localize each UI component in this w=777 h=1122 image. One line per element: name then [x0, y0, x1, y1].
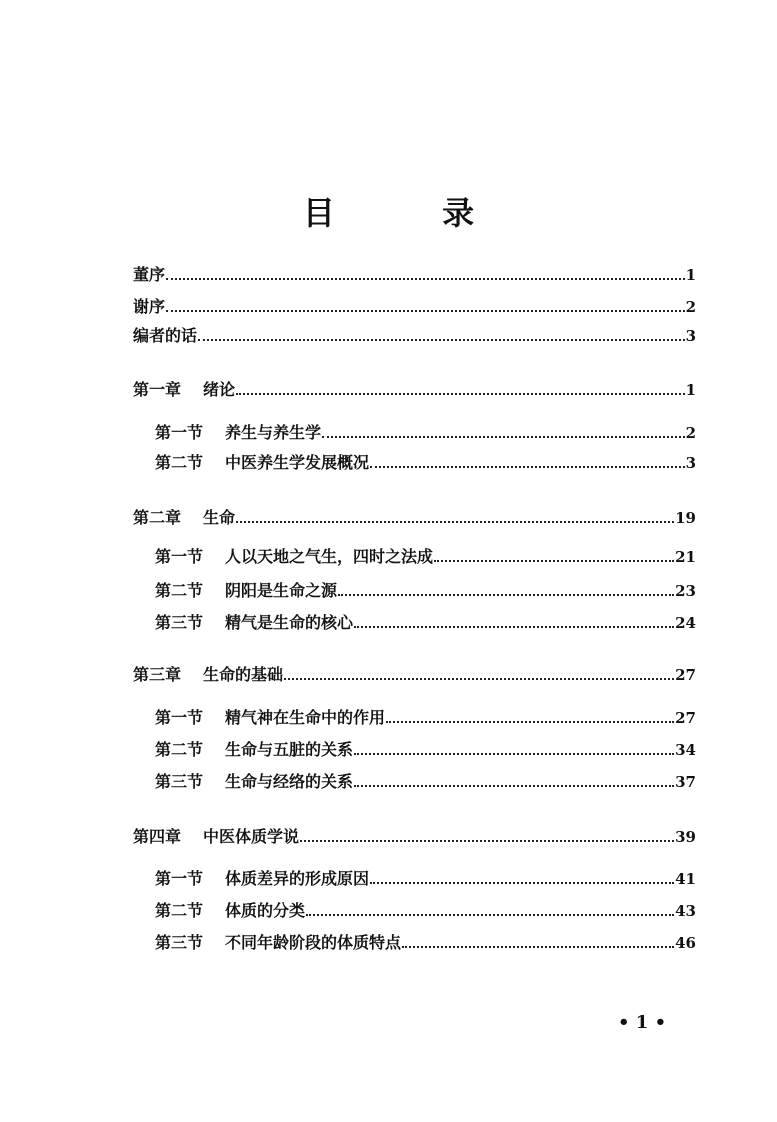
section-title: 生命与经络的关系: [225, 772, 354, 791]
page-number-footer: • 1 •: [618, 1012, 667, 1033]
chapter-entry[interactable]: [133, 507, 696, 529]
section-number: 第二节: [155, 740, 204, 759]
chapter-entry[interactable]: [133, 379, 696, 401]
page-number: 21: [675, 548, 696, 566]
section-title: 体质差异的形成原因: [225, 869, 370, 888]
page-number: 2: [685, 298, 696, 316]
section-title: 精气神在生命中的作用: [225, 708, 386, 727]
section-title: 体质的分类: [225, 901, 306, 920]
dot-leader: [284, 678, 674, 680]
section-entry[interactable]: [155, 868, 696, 890]
page-number: 41: [675, 870, 696, 888]
page-number: 3: [685, 454, 696, 472]
section-entry[interactable]: [155, 546, 696, 568]
dot-leader: [434, 560, 674, 562]
page-number: 27: [675, 709, 696, 727]
entry-label: [155, 771, 353, 793]
entry-label: [155, 422, 321, 444]
page-number: 39: [675, 828, 696, 846]
dot-leader: [386, 721, 674, 723]
front-matter-entry[interactable]: [133, 325, 696, 347]
chapter-title: 生命: [203, 508, 236, 527]
page-number: 46: [675, 934, 696, 952]
chapter-title: 中医体质学说: [203, 827, 300, 846]
dot-leader: [306, 914, 674, 916]
dot-leader: [198, 339, 685, 341]
section-entry[interactable]: [155, 707, 696, 729]
section-entry[interactable]: [155, 932, 696, 954]
entry-label: [155, 707, 385, 729]
section-number: 第三节: [155, 772, 204, 791]
section-entry[interactable]: [155, 739, 696, 761]
section-number: 第三节: [155, 613, 204, 632]
page-number: 2: [685, 424, 696, 442]
chapter-title: 生命的基础: [203, 665, 284, 684]
dot-leader: [354, 753, 674, 755]
entry-label: [133, 507, 235, 529]
dot-leader: [236, 393, 685, 395]
entry-label: [155, 612, 353, 634]
section-title: 人以天地之气生，四时之法成: [225, 547, 434, 566]
section-entry[interactable]: [155, 580, 696, 602]
entry-title: 编者的话: [133, 326, 198, 345]
dot-leader: [166, 278, 685, 280]
page-number: 34: [675, 741, 696, 759]
entry-label: [133, 296, 165, 318]
entry-label: [155, 739, 353, 761]
entry-label: [155, 932, 401, 954]
entry-label: [133, 664, 283, 686]
entry-label: [155, 868, 369, 890]
chapter-number: 第四章: [133, 827, 182, 846]
page-number: 43: [675, 902, 696, 920]
section-number: 第一节: [155, 423, 204, 442]
entry-label: [155, 580, 337, 602]
dot-leader: [402, 946, 674, 948]
page-number: 3: [685, 327, 696, 345]
section-title: 中医养生学发展概况: [225, 453, 370, 472]
chapter-number: 第一章: [133, 380, 182, 399]
section-number: 第二节: [155, 453, 204, 472]
entry-label: [133, 264, 165, 286]
dot-leader: [370, 882, 674, 884]
entry-title: 董序: [133, 265, 166, 284]
entry-label: [155, 546, 433, 568]
page-number: 37: [675, 773, 696, 791]
section-title: 精气是生命的核心: [225, 613, 354, 632]
entry-label: [155, 452, 369, 474]
page-title: 目 录: [302, 194, 523, 232]
section-number: 第三节: [155, 933, 204, 952]
page-number: 1: [685, 266, 696, 284]
dot-leader: [166, 310, 685, 312]
chapter-entry[interactable]: [133, 826, 696, 848]
page-number: 24: [675, 614, 696, 632]
dot-leader: [338, 594, 674, 596]
section-number: 第一节: [155, 708, 204, 727]
section-entry[interactable]: [155, 900, 696, 922]
dot-leader: [236, 521, 674, 523]
section-entry[interactable]: [155, 612, 696, 634]
section-entry[interactable]: [155, 422, 696, 444]
entry-title: 谢序: [133, 297, 166, 316]
front-matter-entry[interactable]: [133, 296, 696, 318]
section-entry[interactable]: [155, 452, 696, 474]
dot-leader: [354, 626, 674, 628]
dot-leader: [322, 436, 685, 438]
page-number: 19: [675, 509, 696, 527]
dot-leader: [300, 840, 674, 842]
page-number: 27: [675, 666, 696, 684]
entry-label: [133, 379, 235, 401]
dot-leader: [354, 785, 674, 787]
section-title: 阴阳是生命之源: [225, 581, 338, 600]
section-title: 养生与养生学: [225, 423, 322, 442]
section-number: 第一节: [155, 547, 204, 566]
chapter-number: 第三章: [133, 665, 182, 684]
page-number: 1: [685, 381, 696, 399]
front-matter-entry[interactable]: [133, 264, 696, 286]
chapter-number: 第二章: [133, 508, 182, 527]
chapter-entry[interactable]: [133, 664, 696, 686]
entry-label: [133, 325, 197, 347]
dot-leader: [370, 466, 685, 468]
section-number: 第二节: [155, 901, 204, 920]
entry-label: [133, 826, 299, 848]
section-number: 第一节: [155, 869, 204, 888]
entry-label: [155, 900, 305, 922]
chapter-title: 绪论: [203, 380, 236, 399]
section-number: 第二节: [155, 581, 204, 600]
section-title: 生命与五脏的关系: [225, 740, 354, 759]
page-number: 23: [675, 582, 696, 600]
section-title: 不同年龄阶段的体质特点: [225, 933, 402, 952]
section-entry[interactable]: [155, 771, 696, 793]
